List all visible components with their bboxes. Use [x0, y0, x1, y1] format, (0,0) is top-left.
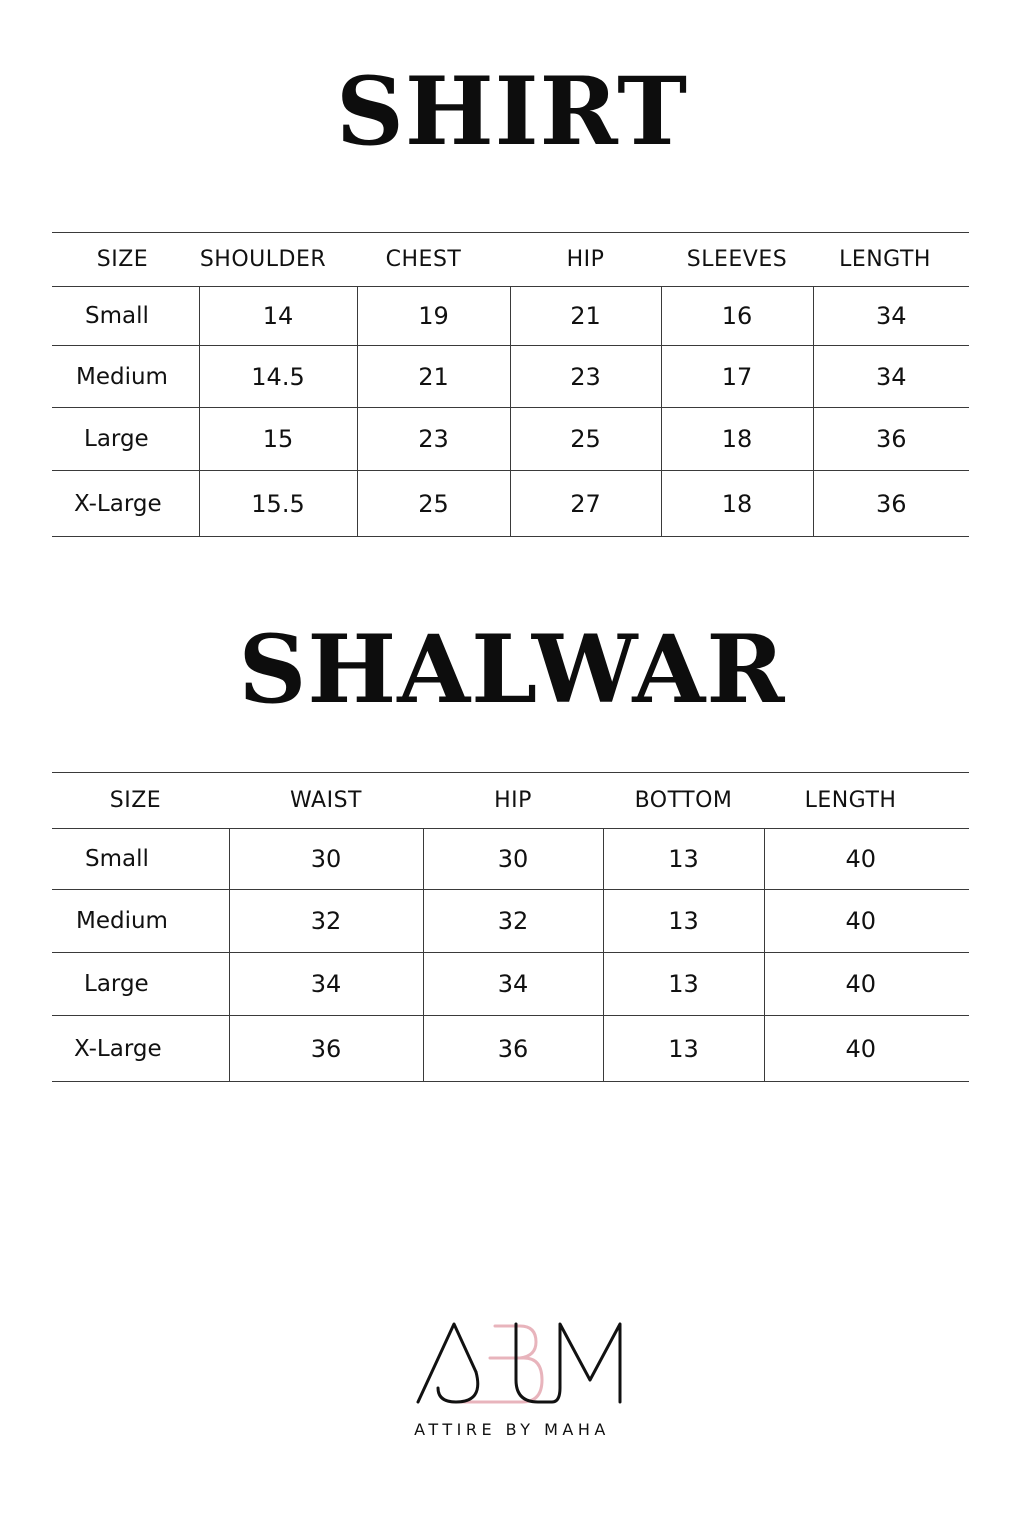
- table-cell: 34: [229, 953, 423, 1016]
- table-cell: 13: [603, 890, 764, 953]
- column-header: WAIST: [290, 788, 362, 813]
- table-cell: 40: [764, 953, 969, 1016]
- table-cell: 34: [423, 953, 603, 1016]
- column-header: HIP: [566, 247, 605, 272]
- table-cell: 36: [423, 1016, 603, 1082]
- table-header-row: [52, 773, 969, 829]
- logo-b-letter-lower: [452, 1358, 542, 1402]
- table-row: [52, 953, 969, 1016]
- table-cell: 36: [813, 408, 969, 471]
- column-header: BOTTOM: [634, 788, 733, 813]
- size-label: Small: [85, 846, 149, 872]
- table-row: [52, 346, 969, 408]
- table-cell: 32: [423, 890, 603, 953]
- size-label: Large: [84, 971, 149, 997]
- logo-a-letter: [418, 1324, 476, 1402]
- table-cell: 15.5: [199, 471, 357, 537]
- table-cell: 13: [603, 829, 764, 890]
- table-row: [52, 471, 969, 537]
- table-cell: 18: [661, 408, 813, 471]
- abm-logo: [412, 1318, 627, 1408]
- table-row: [52, 829, 969, 890]
- table-cell: 40: [764, 829, 969, 890]
- column-header: LENGTH: [839, 247, 931, 272]
- table-cell: 36: [229, 1016, 423, 1082]
- size-label: Large: [84, 426, 149, 452]
- table-cell: 27: [510, 471, 661, 537]
- shalwar-size-table: [52, 772, 969, 1082]
- table-cell: 36: [813, 471, 969, 537]
- table-cell: 13: [603, 1016, 764, 1082]
- table-row: [52, 287, 969, 346]
- table-cell: 15: [199, 408, 357, 471]
- table-cell: 30: [423, 829, 603, 890]
- table-cell: 18: [661, 471, 813, 537]
- table-cell: 14: [199, 287, 357, 346]
- table-row: [52, 408, 969, 471]
- table-cell: 32: [229, 890, 423, 953]
- size-label: Medium: [76, 908, 168, 934]
- column-header: LENGTH: [804, 788, 897, 813]
- logo-m-letter: [516, 1324, 620, 1402]
- shalwar-title: SHALWAR: [238, 615, 786, 725]
- shirt-size-table: [52, 232, 969, 537]
- logo-a-bowl: [438, 1372, 478, 1402]
- table-cell: 19: [357, 287, 510, 346]
- table-row: [52, 890, 969, 953]
- table-cell: 34: [813, 346, 969, 408]
- column-header: SIZE: [109, 788, 162, 813]
- table-row: [52, 1016, 969, 1082]
- column-header: SHOULDER: [199, 247, 327, 272]
- shirt-title: SHIRT: [335, 57, 689, 167]
- table-cell: 17: [661, 346, 813, 408]
- table-cell: 30: [229, 829, 423, 890]
- table-cell: 21: [357, 346, 510, 408]
- table-cell: 25: [510, 408, 661, 471]
- table-cell: 23: [510, 346, 661, 408]
- table-cell: 13: [603, 953, 764, 1016]
- table-header-row: [52, 233, 969, 287]
- brand-name: ATTIRE BY MAHA: [414, 1420, 610, 1439]
- size-label: X-Large: [74, 1035, 162, 1062]
- column-header: SLEEVES: [686, 247, 788, 272]
- table-cell: 25: [357, 471, 510, 537]
- size-label: X-Large: [74, 490, 162, 517]
- table-cell: 21: [510, 287, 661, 346]
- table-cell: 14.5: [199, 346, 357, 408]
- table-cell: 40: [764, 890, 969, 953]
- table-cell: 40: [764, 1016, 969, 1082]
- table-cell: 23: [357, 408, 510, 471]
- column-header: SIZE: [96, 247, 149, 272]
- size-label: Medium: [76, 363, 168, 390]
- column-header: CHEST: [385, 247, 462, 272]
- column-header: HIP: [494, 788, 532, 813]
- size-label: Small: [85, 303, 149, 329]
- table-cell: 34: [813, 287, 969, 346]
- table-cell: 16: [661, 287, 813, 346]
